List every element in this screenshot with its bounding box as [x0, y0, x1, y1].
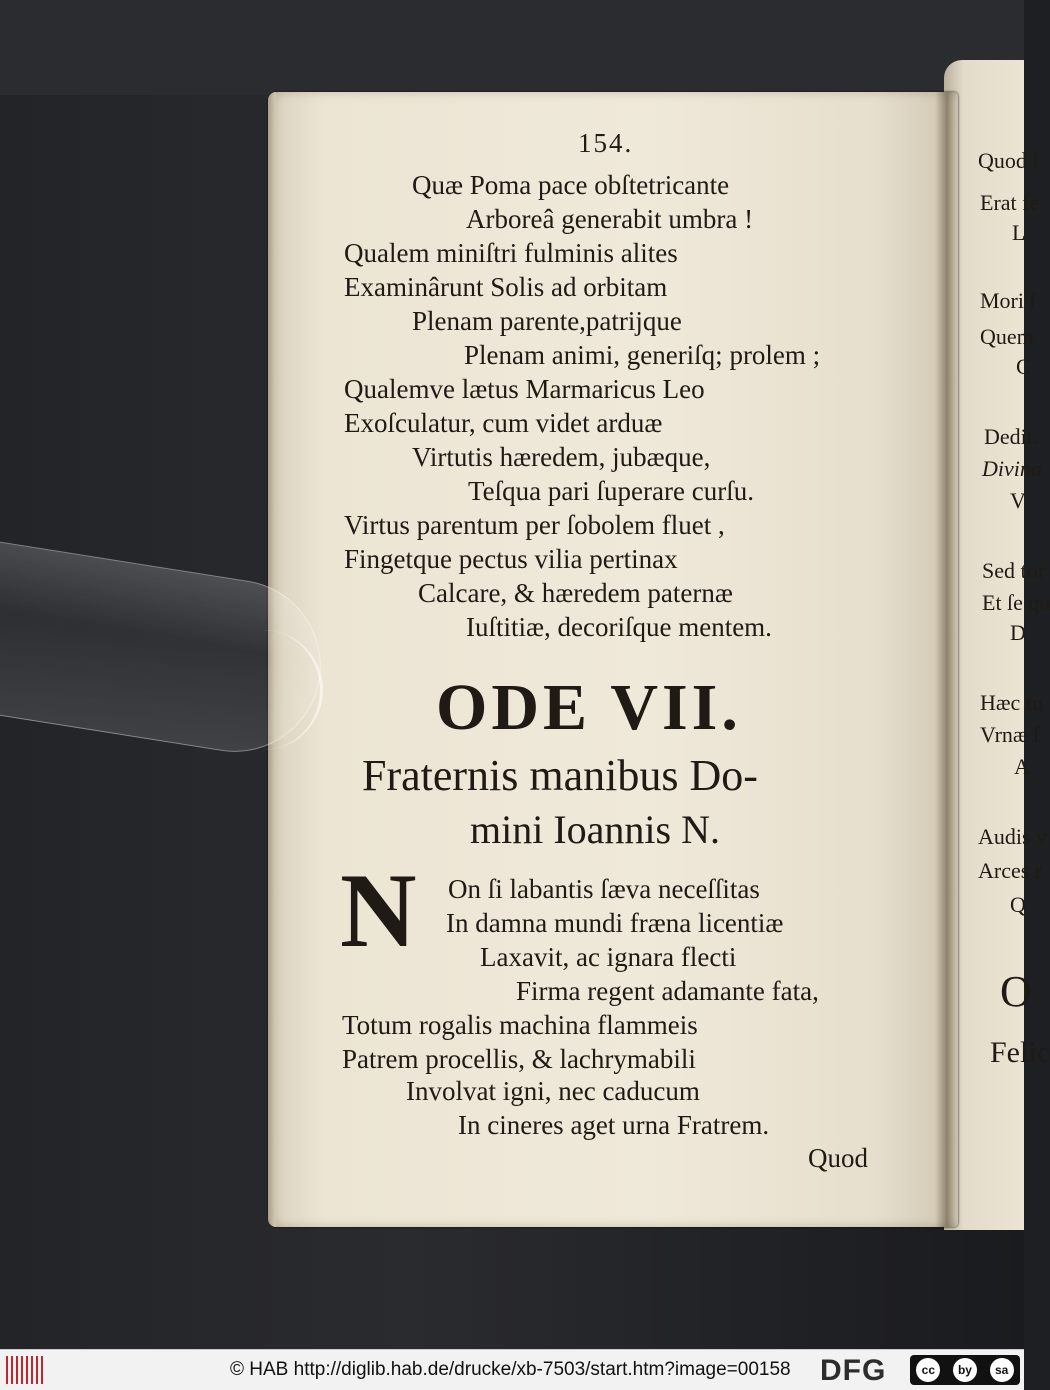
ode-line: In damna mundi fræna licentiæ	[446, 908, 784, 938]
dfg-logo: DFG	[820, 1354, 887, 1387]
verse-line: Virtutis hæredem, jubæque,	[412, 442, 711, 472]
next-page-fragment: Felic	[990, 1036, 1050, 1069]
page-number: 154.	[578, 128, 634, 158]
verse-line: Virtus parentum per ſobolem fluet ,	[344, 510, 725, 540]
ode-line: Firma regent adamante fata,	[516, 976, 819, 1006]
verse-line: Fingetque pectus vilia pertinax	[344, 544, 678, 574]
next-page-fragment: Arces r	[978, 858, 1043, 883]
next-page-fragment: Mori ſ	[980, 288, 1036, 313]
next-page-fragment: A	[1014, 754, 1030, 779]
scan-background-top	[0, 0, 1024, 95]
next-page-fragment: Audis v	[978, 824, 1048, 849]
verse-line: Plenam parente,patrijque	[412, 306, 682, 336]
next-page-fragment: Quem	[980, 324, 1034, 349]
next-page-fragment: Quod l	[978, 148, 1039, 173]
verse-line: Plenam animi, generiſq; prolem ;	[464, 340, 821, 370]
ode-line: On ſi labantis ſæva neceſſitas	[448, 874, 760, 904]
verse-line: Arboreâ generabit umbra !	[466, 204, 754, 234]
verse-line: Teſqua pari ſuperare curſu.	[468, 476, 754, 506]
next-page-fragment: Dedit.	[984, 424, 1039, 449]
ode-subtitle-line-1: Fraternis manibus Do-	[362, 751, 758, 800]
library-logo-icon	[6, 1356, 46, 1384]
footer-bar	[0, 1349, 1024, 1390]
catchword: Quod	[808, 1143, 868, 1173]
next-page-fragment: V	[1010, 488, 1026, 513]
next-page-fragment: Divina	[982, 456, 1042, 481]
sa-icon: sa	[990, 1358, 1014, 1382]
ode-line: Involvat igni, nec caducum	[406, 1076, 700, 1106]
next-page-fragment: C	[1016, 354, 1031, 379]
ode-title: ODE VII.	[436, 671, 742, 744]
footer-credit-link[interactable]: © HAB http://diglib.hab.de/drucke/xb-7503/start.htm?image=00158	[230, 1359, 791, 1380]
verse-line: Iuſtitiæ, decoriſque mentem.	[466, 612, 772, 642]
ode-line: Patrem procellis, & lachrymabili	[342, 1044, 696, 1074]
cc-license-badge[interactable]	[910, 1355, 1020, 1385]
drop-cap: N	[340, 852, 417, 969]
next-page-fragment: O	[1000, 967, 1032, 1016]
next-page-fragment: Hæc tu	[980, 690, 1043, 715]
verse-line: Quæ Poma pace obſtetricante	[412, 170, 730, 200]
page-gutter	[935, 92, 957, 1227]
verse-line: Calcare, & hæredem paternæ	[418, 578, 733, 608]
cc-icon: cc	[916, 1358, 940, 1382]
next-page-fragment: Vrnæ ſ	[980, 722, 1040, 747]
next-page-fragment: Erat fe	[980, 190, 1040, 215]
verse-line: Qualem miniſtri fulminis alites	[344, 238, 678, 268]
ode-line: Totum rogalis machina flammeis	[342, 1010, 698, 1040]
verse-line: Qualemve lætus Marmaricus Leo	[344, 374, 705, 404]
next-page-fragment: Sed tor	[982, 558, 1045, 583]
verse-line: Exoſculatur, cum videt arduæ	[344, 408, 663, 438]
ode-subtitle-line-2: mini Ioannis N.	[470, 807, 720, 852]
next-page-fragment: Q	[1010, 892, 1026, 917]
by-icon: by	[953, 1358, 977, 1382]
verse-line: Examinârunt Solis ad orbitam	[344, 272, 668, 302]
ode-line: Laxavit, ac ignara flecti	[480, 942, 737, 972]
ode-line: In cineres aget urna Fratrem.	[458, 1110, 770, 1140]
next-page-fragment: Et ſe qu	[982, 590, 1050, 615]
next-page-fragment: D	[1010, 620, 1026, 645]
next-page-fragment: L	[1012, 220, 1026, 245]
